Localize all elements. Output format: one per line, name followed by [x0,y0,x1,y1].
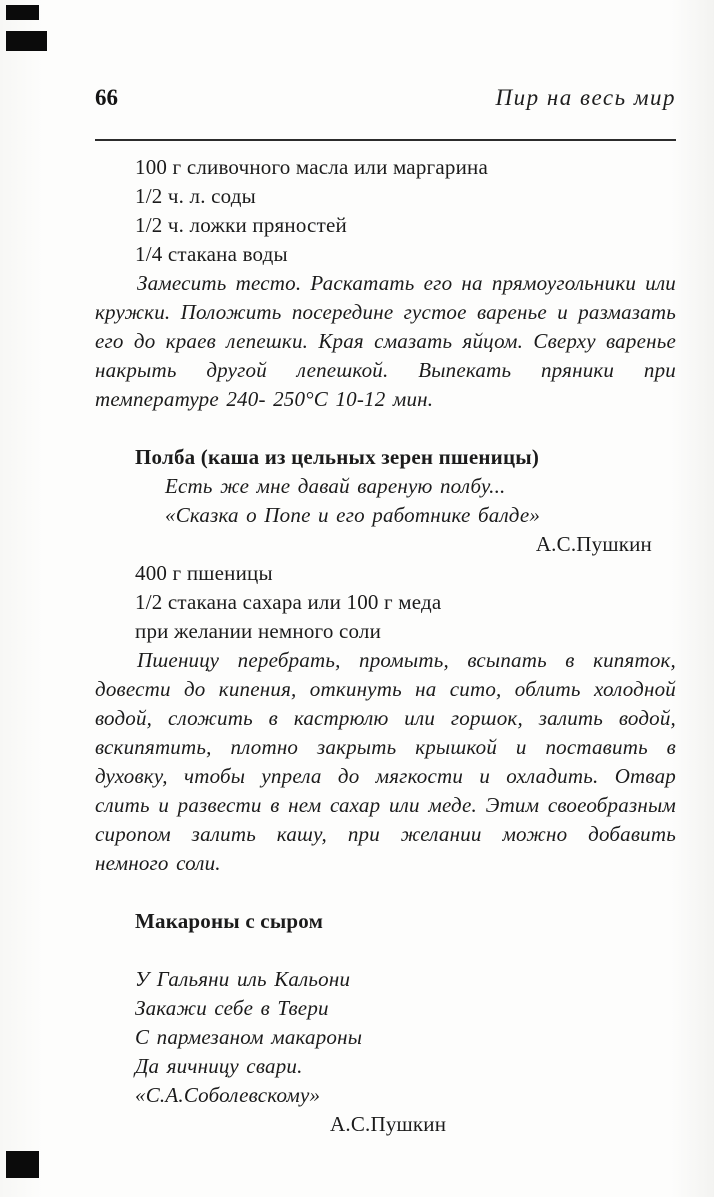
epigraph-author: А.С.Пушкин [535,532,652,556]
poem-line: С пармезаном макароны [135,1025,363,1049]
ingredient-line: 100 г сливочного масла или маргарина [135,155,488,179]
epigraph-line: Есть же мне давай вареную полбу... [165,474,506,498]
poem-line: У Гальяни иль Кальони [135,967,351,991]
header-rule [95,139,676,141]
epigraph-line: «Сказка о Попе и его работнике балде» [165,503,541,527]
ingredient-line: 1/2 стакана сахара или 100 г меда [135,590,442,614]
ingredient-line: 400 г пшеницы [135,561,273,585]
poem-line: Закажи себе в Твери [135,996,329,1020]
ingredient-list-polba [95,559,676,646]
page-number: 66 [95,85,118,110]
poem-macaroni [95,965,676,1139]
instructions-paragraph: Пшеницу перебрать, промыть, всыпать в кипяток, довести до кипения, откинуть на сито, облить холодной водой, сложить в кастрюлю или горшок, залить водой, вскипятить, плотно закрыть крышкой и поставить в духовку, чтобы упрела до мягкости и охладить. Отвар слить и развести в нем сахар или меде. Этим своеобразным сиропом залить кашу, при желании можно добавить немного соли. [95,648,676,875]
recipe-title-macaroni: Макароны с сыром [135,909,324,933]
scan-artifact [6,31,47,51]
epigraph-polba [95,472,676,559]
instructions-paragraph: Замесить тесто. Раскатать его на прямоугольники или кружки. Положить посередине густое варенье и размазать его до краев лепешки. Края смазать яйцом. Сверху варенье накрыть другой лепешкой. Выпекать пряники при температуре 240- 250°С 10-12 мин. [95,271,676,411]
poem-line: «С.А.Соболевскому» [135,1083,321,1107]
page-body [95,153,676,1139]
running-title: Пир на весь мир [495,85,676,110]
recipe-title-polba: Полба (каша из цельных зерен пшеницы) [135,445,540,469]
poem-line: Да яичницу свари. [135,1054,303,1078]
scan-artifact [6,5,39,20]
scan-artifact [6,1151,39,1178]
ingredient-list-pryaniki [95,153,676,269]
ingredient-line: 1/4 стакана воды [135,242,288,266]
poem-author: А.С.Пушкин [330,1112,447,1136]
page-header [95,85,676,111]
ingredient-line: при желании немного соли [135,619,382,643]
ingredient-line: 1/2 ч. ложки пряностей [135,213,347,237]
ingredient-line: 1/2 ч. л. соды [135,184,256,208]
